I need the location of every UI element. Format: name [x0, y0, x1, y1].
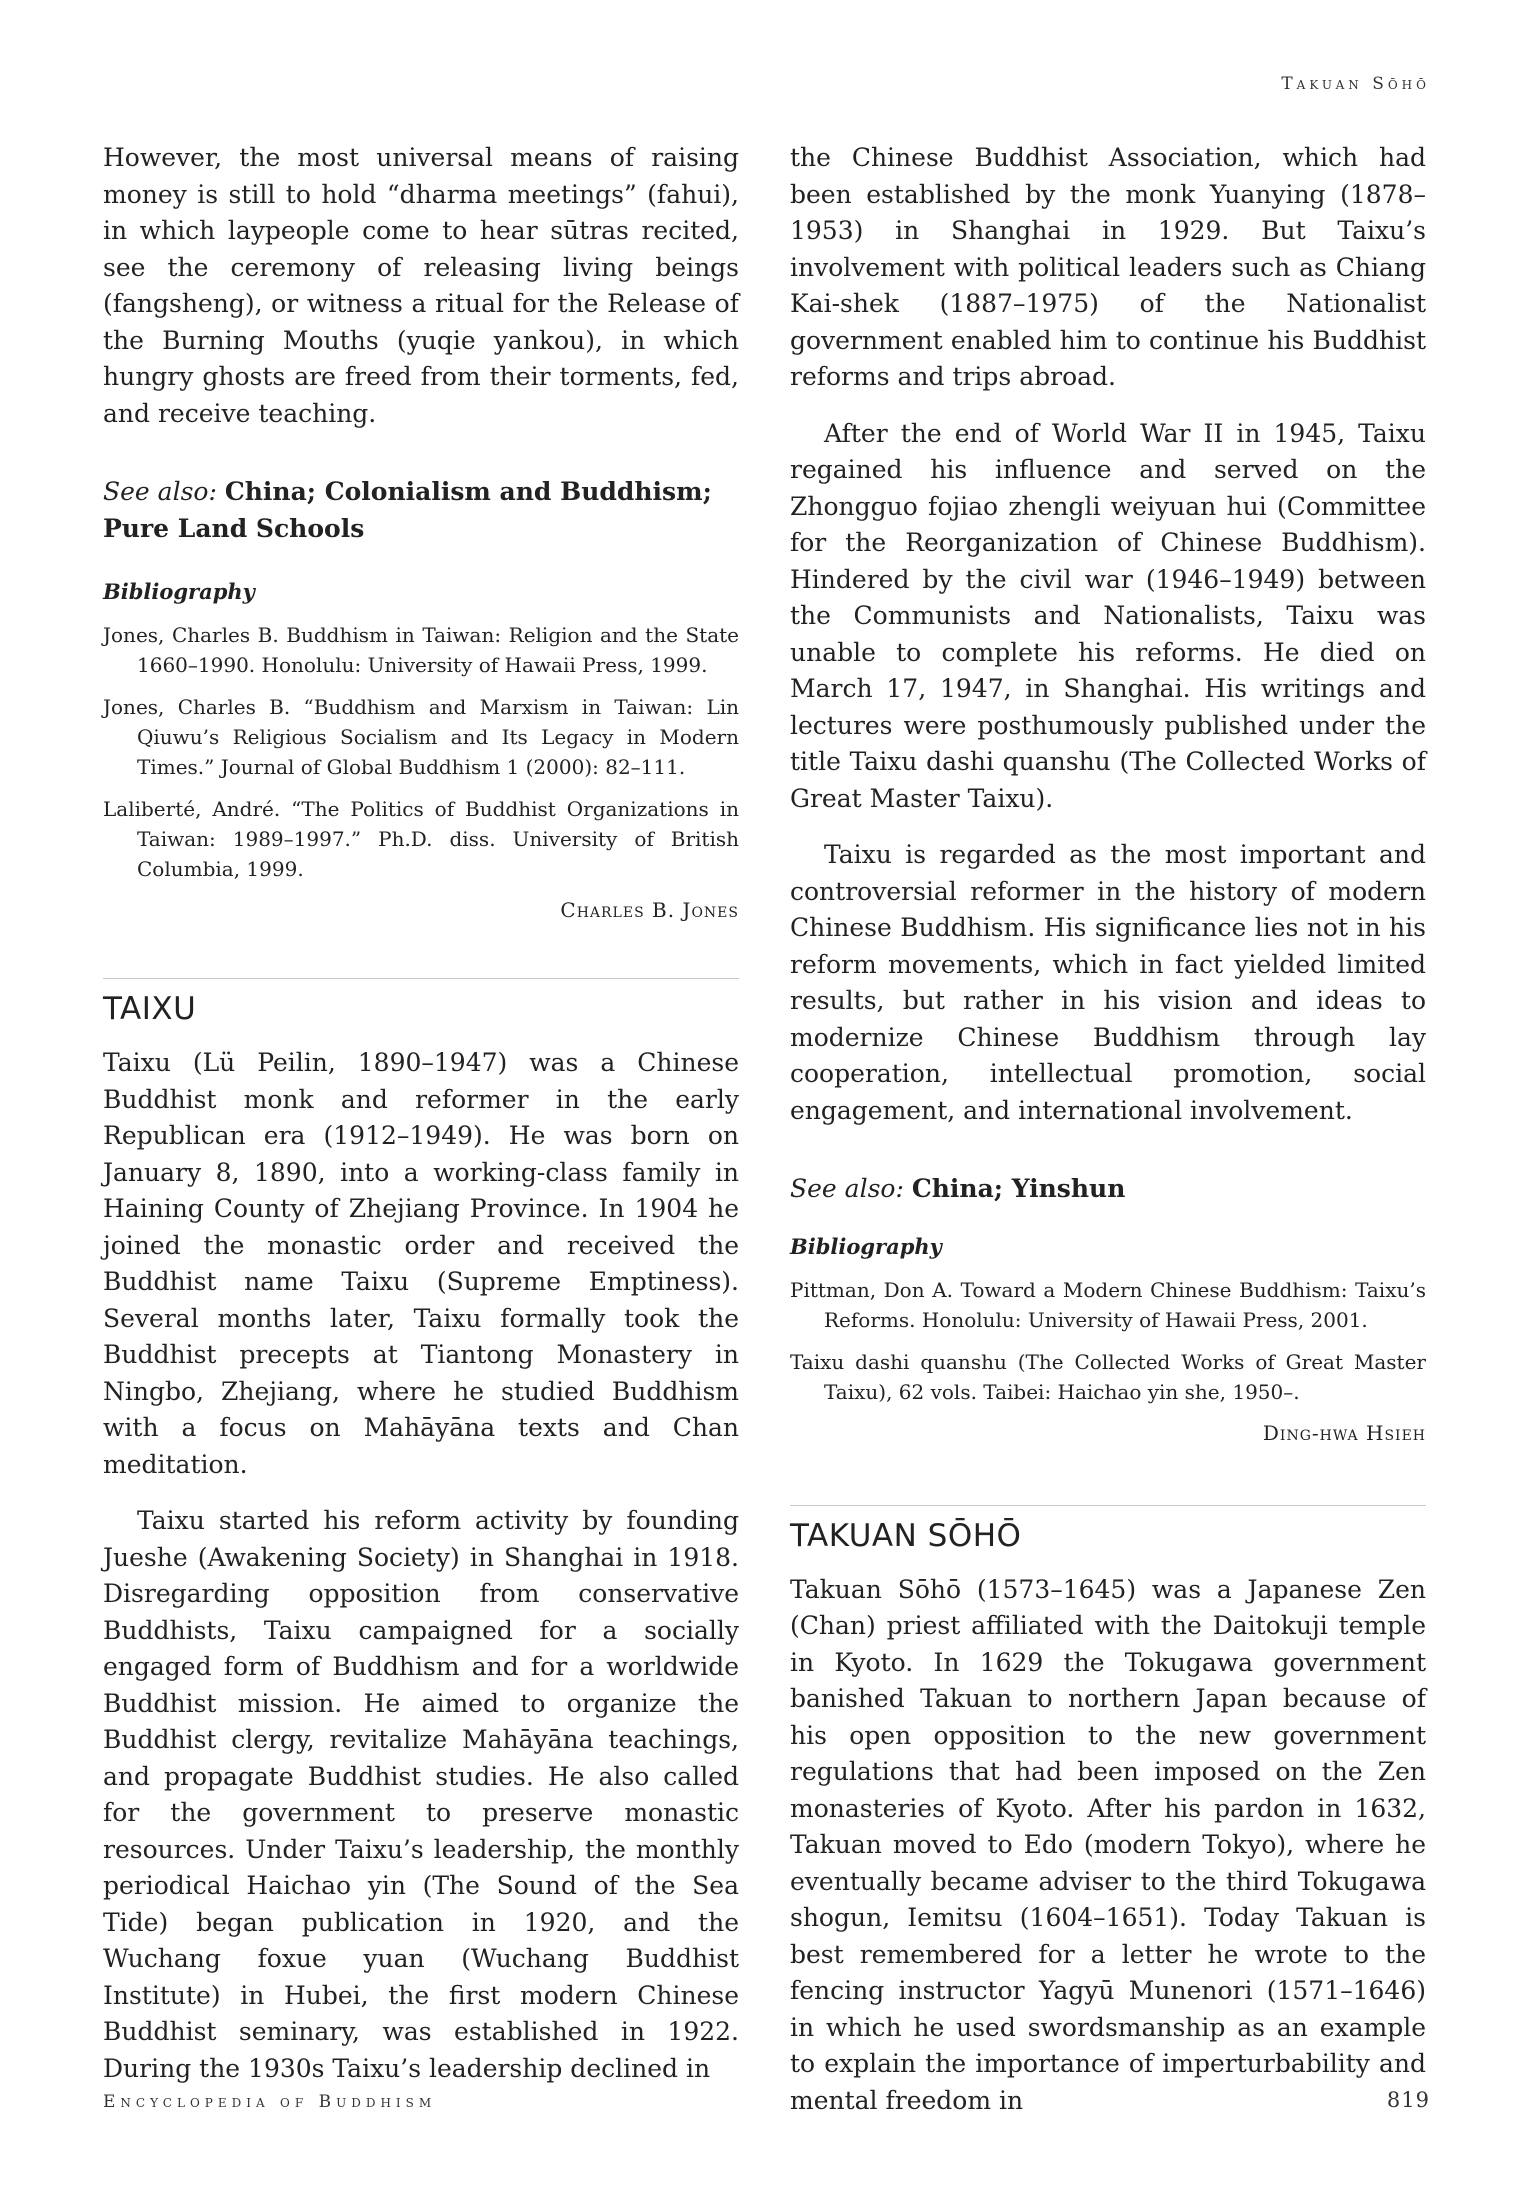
see-also-taixu-entry — [790, 1171, 1426, 1208]
bibliography-heading: Bibliography — [790, 1233, 942, 1259]
taixu-paragraph: Taixu started his reform activity by founding Jueshe (Awakening Society) in Shanghai in 1918. Disregarding opposition from conservative Buddhists, Taixu campaigned for a socially engaged form of Buddhism and for a worldwide Buddhist mission. He aimed to organize the Buddhist clergy, revitalize Mahāyāna teachings, and propagate Buddhist studies. He also called for the government to preserve monastic resources. Under Taixu’s leadership, the monthly periodical Haichao yin (The Sound of the Sea Tide) began publication in 1920, and the Wuchang foxue yuan (Wuchang Buddhist Institute) in Hubei, the first modern Chinese Buddhist seminary, was established in 1922. During the 1930s Taixu’s leadership declined in — [103, 1506, 739, 2083]
author-byline: Ding-hwa Hsieh — [1262, 1420, 1426, 1445]
see-also-label: See also: — [790, 1174, 904, 1203]
left-column — [103, 140, 739, 2087]
page-number: 819 — [1386, 2088, 1430, 2112]
taixu-paragraph: After the end of World War II in 1945, Taixu regained his influence and served on the Zhongguo fojiao zhengli weiyuan hui (Committee for the Reorganization of Chinese Buddhism). Hindered by the civil war (1946–1949) between the Communists and Nationalists, Taixu was unable to complete his reforms. He died on March 17, 1947, in Shanghai. His writings and lectures were posthumously published under the title Taixu dashi quanshu (The Collected Works of Great Master Taixu). — [790, 418, 1426, 813]
running-head: Takuan Sōhō — [1281, 74, 1430, 94]
entry-title-takuan-soho: TAKUAN SŌHŌ — [790, 1517, 1022, 1554]
see-also-china-entry — [103, 474, 739, 547]
bibliography-heading: Bibliography — [103, 579, 255, 604]
continuation-paragraph: the Chinese Buddhist Association, which had been established by the monk Yuanying (1878–1953) in Shanghai in 1929. But Taixu’s involvement with political leaders such as Chiang Kai-shek (1887–1975) of the Nationalist government enabled him to continue his Buddhist reforms and trips abroad. — [790, 143, 1426, 391]
bibliography-entry: Pittman, Don A. Toward a Modern Chinese Buddhism: Taixu’s Reforms. Honolulu: University of Hawaii Press, 2001. — [790, 1277, 1426, 1332]
takuan-paragraph: Takuan Sōhō (1573–1645) was a Japanese Zen (Chan) priest affiliated with the Daitokuji temple in Kyoto. In 1629 the Tokugawa government banished Takuan to northern Japan because of his open opposition to the new government regulations that had been imposed on the Zen monasteries of Kyoto. After his pardon in 1632, Takuan moved to Edo (modern Tokyo), where he eventually became adviser to the third Tokugawa shogun, Iemitsu (1604–1651). Today Takuan is best remembered for a letter he wrote to the fencing instructor Yagyū Munenori (1571–1646) in which he used swordsmanship as an example to explain the importance of imperturbability and mental freedom in — [790, 1574, 1426, 2115]
see-also-label: See also: — [103, 477, 217, 506]
right-column — [790, 140, 1426, 2119]
taixu-paragraph: Taixu is regarded as the most important and controversial reformer in the history of modern Chinese Buddhism. His significance lies not in his reform movements, which in fact yielded limited results, but rather in his vision and ideas to modernize Chinese Buddhism through lay cooperation, intellectual promotion, social engagement, and international involvement. — [790, 840, 1426, 1125]
see-also-links[interactable]: China; Colonialism and Buddhism; Pure Land Schools — [103, 477, 712, 543]
bibliography-entry: Jones, Charles B. “Buddhism and Marxism in Taiwan: Lin Qiuwu’s Religious Socialism and Its Legacy in Modern Times.” Journal of Global Buddhism 1 (2000): 82–111. — [103, 695, 739, 779]
taixu-paragraph: Taixu (Lü Peilin, 1890–1947) was a Chinese Buddhist monk and reformer in the early Republican era (1912–1949). He was born on January 8, 1890, into a working-class family in Haining County of Zhejiang Province. In 1904 he joined the monastic order and received the Buddhist name Taixu (Supreme Emptiness). Several months later, Taixu formally took the Buddhist precepts at Tiantong Monastery in Ningbo, Zhejiang, where he studied Buddhism with a focus on Mahāyāna texts and Chan meditation. — [103, 1048, 739, 1479]
bibliography-entry: Jones, Charles B. Buddhism in Taiwan: Religion and the State 1660–1990. Honolulu: University of Hawaii Press, 1999. — [103, 623, 739, 677]
author-byline: Charles B. Jones — [560, 898, 739, 922]
intro-paragraph: However, the most universal means of raising money is still to hold “dharma meetings” (fahui), in which laypeople come to hear sūtras recited, see the ceremony of releasing living beings (fangsheng), or witness a ritual for the Release of the Burning Mouths (yuqie yankou), in which hungry ghosts are freed from their torments, fed, and receive teaching. — [103, 143, 739, 428]
bibliography-entry: Laliberté, André. “The Politics of Buddhist Organizations in Taiwan: 1989–1997.” Ph.D. diss. University of British Columbia, 1999. — [103, 797, 739, 881]
entry-title-taixu: TAIXU — [103, 991, 197, 1027]
see-also-links[interactable]: China; Yinshun — [911, 1174, 1126, 1203]
bibliography-entry: Taixu dashi quanshu (The Collected Works of Great Master Taixu), 62 vols. Taibei: Haichao yin she, 1950–. — [790, 1349, 1426, 1404]
publication-title: Encyclopedia of Buddhism — [103, 2092, 437, 2112]
